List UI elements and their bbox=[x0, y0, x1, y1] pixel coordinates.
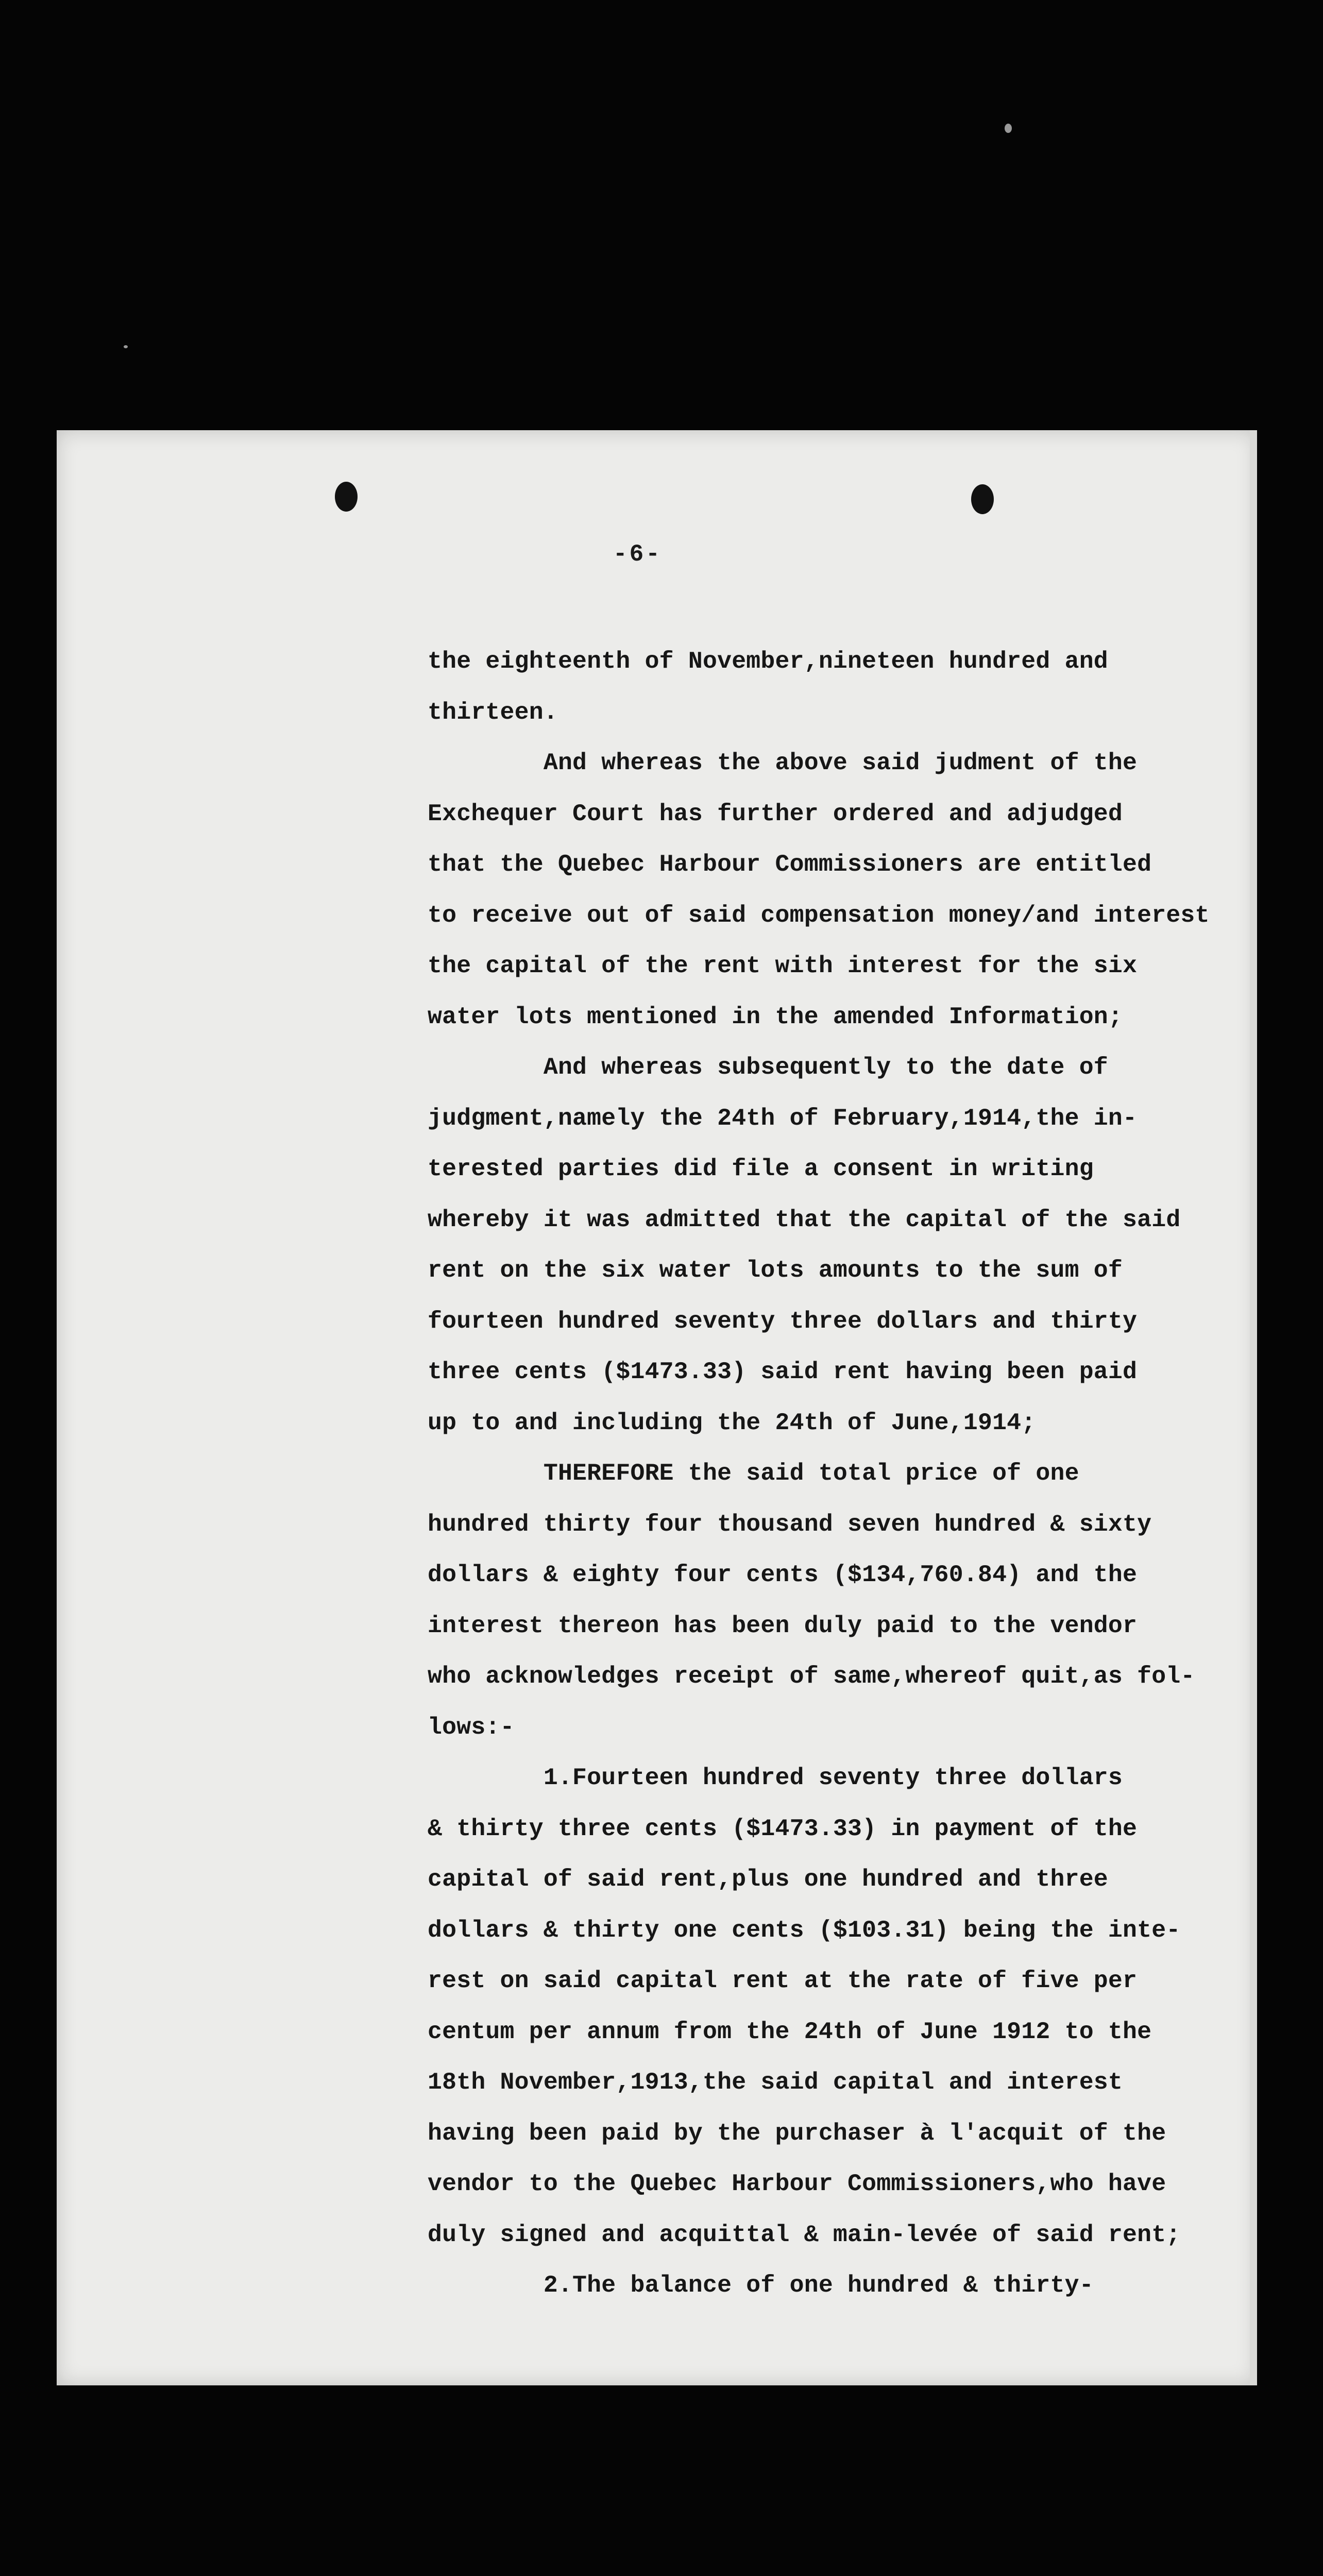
text-line: & thirty three cents ($1473.33) in payment of the bbox=[428, 1815, 1138, 1842]
text-line: rent on the six water lots amounts to the sum of bbox=[428, 1257, 1123, 1284]
text-line: water lots mentioned in the amended Information; bbox=[428, 1003, 1123, 1030]
text-line: up to and including the 24th of June,1914; bbox=[428, 1409, 1036, 1436]
text-line: three cents ($1473.33) said rent having been paid bbox=[428, 1358, 1138, 1385]
text-line: judgment,namely the 24th of February,1914,the in- bbox=[428, 1104, 1138, 1132]
text-line: fourteen hundred seventy three dollars and thirty bbox=[428, 1307, 1138, 1335]
typed-body-text bbox=[428, 636, 1252, 2311]
page-number: -6- bbox=[613, 541, 662, 568]
punch-hole-right bbox=[971, 484, 994, 514]
text-line: whereby it was admitted that the capital of the said bbox=[428, 1206, 1181, 1233]
dust-speck bbox=[124, 345, 128, 348]
document-page bbox=[57, 430, 1257, 2385]
text-line: who acknowledges receipt of same,whereof quit,as fol- bbox=[428, 1663, 1195, 1690]
text-line: thirteen. bbox=[428, 698, 558, 726]
text-line: that the Quebec Harbour Commissioners are entitled bbox=[428, 851, 1152, 878]
text-line: lows:- bbox=[428, 1713, 515, 1741]
text-line: THEREFORE the said total price of one bbox=[428, 1460, 1079, 1487]
text-line: capital of said rent,plus one hundred and three bbox=[428, 1866, 1108, 1893]
text-line: 18th November,1913,the said capital and interest bbox=[428, 2069, 1123, 2096]
text-line: duly signed and acquittal & main-levée of said rent; bbox=[428, 2221, 1181, 2248]
text-line: dollars & thirty one cents ($103.31) being the inte- bbox=[428, 1916, 1181, 1944]
text-line: dollars & eighty four cents ($134,760.84) and the bbox=[428, 1561, 1138, 1588]
punch-hole-left bbox=[335, 482, 358, 512]
dust-speck bbox=[1005, 124, 1012, 133]
text-line: the capital of the rent with interest for the six bbox=[428, 952, 1138, 979]
text-line: centum per annum from the 24th of June 1912 to the bbox=[428, 2018, 1152, 2045]
text-line: rest on said capital rent at the rate of five per bbox=[428, 1967, 1138, 1994]
text-line: hundred thirty four thousand seven hundred & sixty bbox=[428, 1510, 1152, 1538]
text-line: And whereas subsequently to the date of bbox=[428, 1054, 1108, 1081]
text-line: the eighteenth of November,nineteen hundred and bbox=[428, 648, 1108, 675]
text-line: Exchequer Court has further ordered and adjudged bbox=[428, 800, 1123, 827]
text-line: having been paid by the purchaser à l'acquit of the bbox=[428, 2119, 1166, 2147]
text-line: interest thereon has been duly paid to the vendor bbox=[428, 1612, 1138, 1639]
text-line: vendor to the Quebec Harbour Commissioners,who have bbox=[428, 2170, 1166, 2197]
text-line: 1.Fourteen hundred seventy three dollars bbox=[428, 1764, 1123, 1791]
text-line: And whereas the above said judment of the bbox=[428, 749, 1138, 776]
text-line: terested parties did file a consent in writing bbox=[428, 1155, 1094, 1182]
text-line: 2.The balance of one hundred & thirty- bbox=[428, 2272, 1094, 2299]
text-line: to receive out of said compensation money/and interest bbox=[428, 901, 1210, 929]
